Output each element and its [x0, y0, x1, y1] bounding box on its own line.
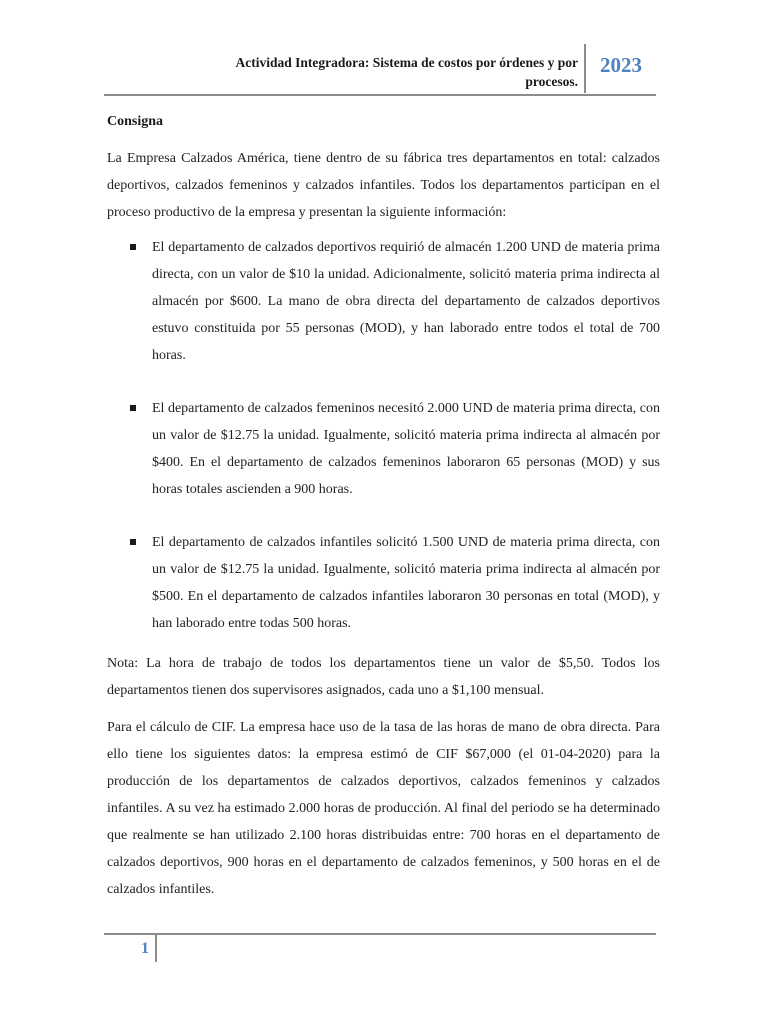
- list-item-text: El departamento de calzados femeninos necesitó 2.000 UND de materia prima directa, con un valor de $12.75 la unidad. Igualmente, solicitó materia prima indirecta al almacén por $400. En el departamento de calzados femeninos laboraron 65 personas (MOD) y sus horas totales ascienden a 900 horas.: [152, 401, 660, 497]
- header-title-line1: Actividad Integradora: Sistema de costos por órdenes y por: [235, 55, 578, 70]
- page-number: 1: [104, 935, 157, 962]
- list-item-text: El departamento de calzados infantiles solicitó 1.500 UND de materia prima directa, con un valor de $12.75 la unidad. Igualmente, solicitó materia prima indirecta al almacén por $500. En el departamento de calzados infantiles laboraron 30 personas en total (MOD), y han laborado entre todas 500 horas.: [152, 535, 660, 631]
- square-bullet-icon: [130, 244, 136, 250]
- page-header: [104, 44, 656, 96]
- list-item-text: El departamento de calzados deportivos requirió de almacén 1.200 UND de materia prima directa, con un valor de $10 la unidad. Adicionalmente, solicitó materia prima indirecta al almacén por $600. La mano de obra directa del departamento de calzados deportivos estuvo constituida por 55 personas (MOD), y han laborado entre todos el total de 700 horas.: [152, 240, 660, 363]
- list-item: [107, 234, 660, 369]
- intro-paragraph: La Empresa Calzados América, tiene dentro de su fábrica tres departamentos en total: calzados deportivos, calzados femeninos y calzados infantiles. Todos los departamentos participan en el proceso productivo de la empresa y presentan la siguiente información:: [107, 151, 660, 220]
- note-paragraph: Nota: La hora de trabajo de todos los departamentos tiene un valor de $5,50. Todos los departamentos tienen dos supervisores asignados, cada uno a $1,100 mensual.: [107, 656, 660, 698]
- header-year: 2023: [584, 44, 656, 93]
- header-title-line2: procesos.: [525, 74, 578, 89]
- list-item: [107, 395, 660, 503]
- document-body: [107, 110, 660, 903]
- square-bullet-icon: [130, 539, 136, 545]
- page-footer: [104, 933, 656, 963]
- list-item: [107, 529, 660, 637]
- cif-paragraph: Para el cálculo de CIF. La empresa hace uso de la tasa de las horas de mano de obra directa. Para ello tiene los siguientes datos: la empresa estimó de CIF $67,000 (el 01-04-2020) para la producción de los departamentos de calzados deportivos, calzados femeninos y calzados infantiles. A su vez ha estimado 2.000 horas de producción. Al final del periodo se ha determinado que realmente se han utilizado 2.100 horas distribuidas entre: 700 horas en el departamento de calzados deportivos, 900 horas en el departamento de calzados femeninos, y 500 horas en el de calzados infantiles.: [107, 720, 660, 897]
- square-bullet-icon: [130, 405, 136, 411]
- section-heading: Consigna: [107, 114, 164, 129]
- department-list: [107, 234, 660, 637]
- header-title: [138, 53, 578, 91]
